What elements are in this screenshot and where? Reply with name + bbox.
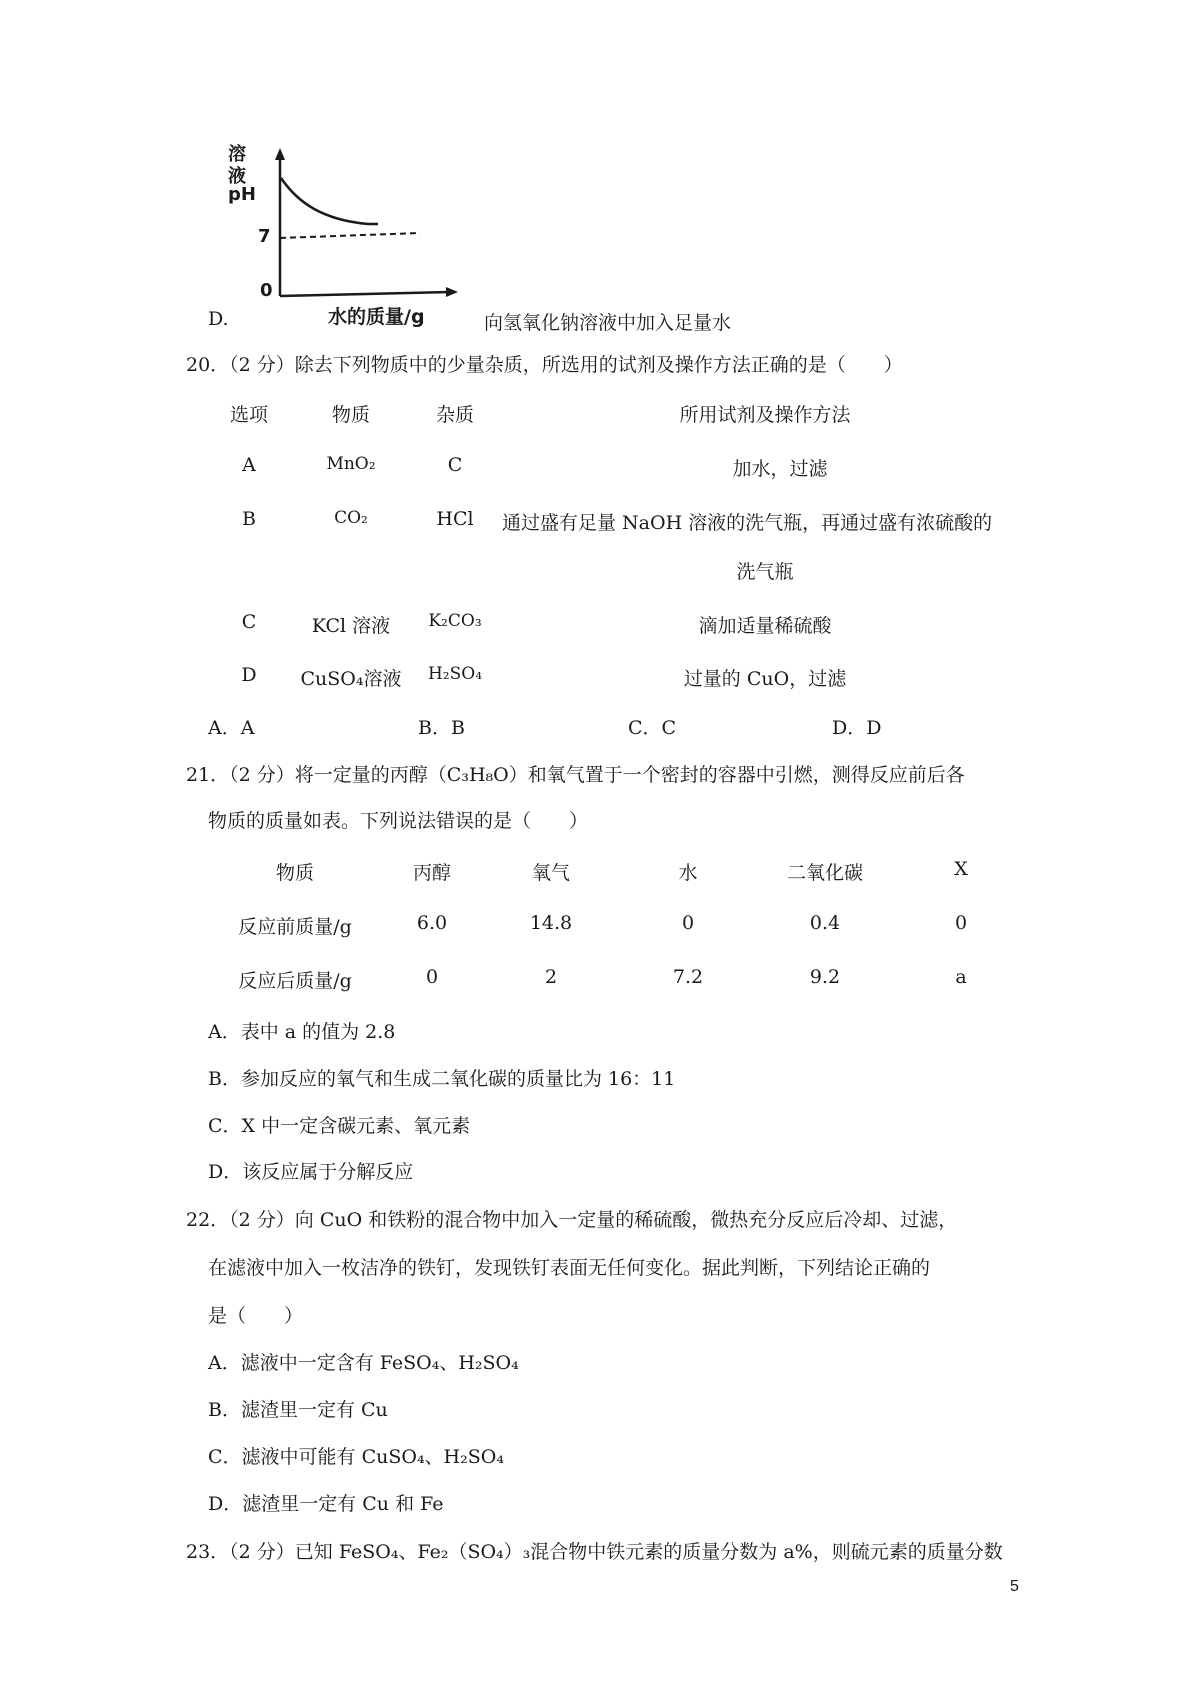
x-label: 水的质量/g: [328, 306, 425, 328]
q20-header-substance: 物质: [331, 404, 371, 426]
q20-row-d-option: D: [241, 664, 257, 686]
q21-row2-label: 反应后质量/g: [238, 970, 352, 992]
y-label-1: 溶: [228, 144, 246, 165]
q20-row-a-substance: MnO₂: [326, 454, 376, 474]
q21-row2-oxygen: 2: [544, 966, 558, 988]
q20-answer-b: B．B: [418, 717, 465, 739]
q20-answer-c: C．C: [628, 717, 677, 739]
q20-row-b-method: 通过盛有足量 NaOH 溶液的洗气瓶，再通过盛有浓硫酸的: [502, 512, 993, 534]
q21-row1-label: 反应前质量/g: [238, 916, 352, 938]
q20-row-d-impurity: H₂SO₄: [427, 664, 483, 684]
x-axis: [280, 292, 450, 296]
q21-row2-co2: 9.2: [809, 966, 841, 988]
q23-stem: 23．（2 分）已知 FeSO₄、Fe₂（SO₄）₃混合物中铁元素的质量分数为 a%，则硫元素的质量分数: [186, 1541, 1003, 1563]
q20-answer-d: D．D: [832, 717, 882, 739]
ph-curve: [281, 178, 378, 224]
q21-row1-x: 0: [954, 912, 968, 934]
q21-row2-x: a: [955, 966, 967, 988]
q21-header-3: 水: [678, 862, 698, 884]
page-number: 5: [1010, 1578, 1019, 1595]
q21-header-4: 二氧化碳: [786, 862, 864, 884]
q21-row1-co2: 0.4: [809, 912, 841, 934]
q21-header-0: 物质: [275, 862, 315, 884]
q19-option-d-letter: D.: [208, 308, 229, 330]
q22-stem-line-3: 是（ ）: [208, 1305, 304, 1327]
q21-option-d: D．该反应属于分解反应: [208, 1161, 414, 1183]
q20-row-b-method-cont: 洗气瓶: [736, 561, 794, 583]
ph-graph: [228, 144, 468, 328]
q20-answer-a: A．A: [208, 717, 255, 739]
origin-label: 0: [260, 280, 273, 301]
q22-option-c: C．滤液中可能有 CuSO₄、H₂SO₄: [208, 1446, 504, 1468]
q21-row2-water: 7.2: [672, 966, 704, 988]
q20-row-b-substance: CO₂: [334, 508, 368, 528]
q20-header-method: 所用试剂及操作方法: [679, 404, 851, 426]
y-tick-7: 7: [258, 226, 271, 247]
y-axis-arrow: [275, 148, 285, 160]
q20-row-b-option: B: [242, 508, 256, 530]
q21-header-2: 氧气: [531, 862, 571, 884]
q22-option-a: A．滤液中一定含有 FeSO₄、H₂SO₄: [208, 1352, 519, 1374]
q20-row-d-method: 过量的 CuO，过滤: [683, 668, 847, 690]
q21-option-c: C．X 中一定含碳元素、氧元素: [208, 1115, 471, 1137]
q20-row-c-impurity: K₂CO₃: [428, 611, 482, 631]
q20-header-impurity: 杂质: [435, 404, 475, 426]
q20-row-a-option: A: [242, 454, 256, 476]
y-label-2: 液: [228, 166, 246, 187]
ph7-dashed-line: [280, 233, 420, 238]
q22-option-b: B．滤渣里一定有 Cu: [208, 1399, 388, 1421]
q21-row1-water: 0: [681, 912, 695, 934]
q21-option-a: A．表中 a 的值为 2.8: [208, 1021, 396, 1043]
q20-header-option: 选项: [229, 404, 269, 426]
q22-stem-line-1: 22．（2 分）向 CuO 和铁粉的混合物中加入一定量的稀硫酸，微热充分反应后冷却、过滤，: [186, 1209, 958, 1231]
q20-row-c-method: 滴加适量稀硫酸: [698, 615, 832, 637]
q19-option-d-text: 向氢氧化钠溶液中加入足量水: [484, 312, 732, 334]
y-label-3: pH: [228, 184, 256, 205]
q21-stem-line-2: 物质的质量如表。下列说法错误的是（ ）: [208, 810, 589, 832]
ph-graph-svg: [228, 148, 468, 298]
q21-row1-propanol: 6.0: [416, 912, 448, 934]
q20-row-d-substance: CuSO₄溶液: [300, 668, 402, 690]
q21-row2-propanol: 0: [425, 966, 439, 988]
q21-header-1: 丙醇: [412, 862, 452, 884]
q20-row-a-method: 加水，过滤: [732, 458, 828, 480]
q22-stem-line-2: 在滤液中加入一枚洁净的铁钉，发现铁钉表面无任何变化。据此判断，下列结论正确的: [208, 1257, 931, 1279]
q20-stem: 20．（2 分）除去下列物质中的少量杂质，所选用的试剂及操作方法正确的是（ ）: [186, 354, 903, 376]
q21-header-5: X: [954, 858, 968, 880]
q22-option-d: D．滤渣里一定有 Cu 和 Fe: [208, 1493, 444, 1515]
q20-row-b-impurity: HCl: [436, 508, 474, 530]
q20-row-c-option: C: [241, 611, 257, 633]
q20-row-a-impurity: C: [447, 454, 463, 476]
q21-stem-line-1: 21．（2 分）将一定量的丙醇（C₃H₈O）和氧气置于一个密封的容器中引燃，测得反应前后各: [186, 764, 965, 786]
q21-row1-oxygen: 14.8: [529, 912, 573, 934]
q20-row-c-substance: KCl 溶液: [311, 615, 391, 637]
x-axis-arrow: [446, 287, 458, 297]
q21-option-b: B．参加反应的氧气和生成二氧化碳的质量比为 16：11: [208, 1068, 676, 1090]
